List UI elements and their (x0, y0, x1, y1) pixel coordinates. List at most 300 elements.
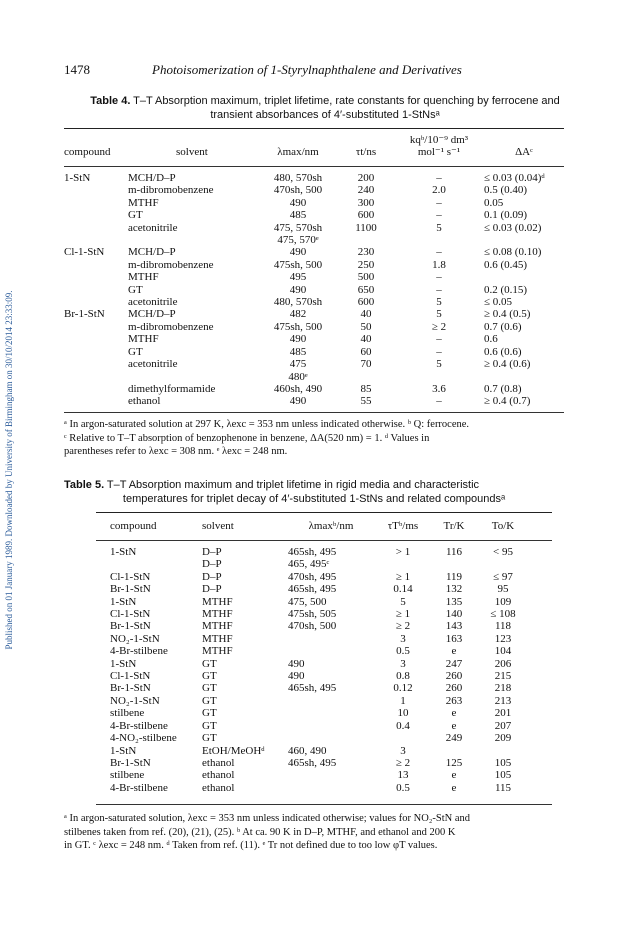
table-cell: ≥ 0.4 (0.7) (484, 395, 531, 408)
table-cell: MTHF (202, 595, 233, 608)
table-row (110, 757, 530, 769)
table-cell: e (451, 707, 457, 720)
table-cell: 5 (436, 358, 442, 371)
table4-body (64, 172, 564, 408)
t4-head-tau: τt/ns (355, 146, 377, 159)
table-cell: MTHF (128, 196, 159, 209)
table-cell: stilbene (110, 769, 145, 782)
table-cell: 0.6 (0.6) (484, 345, 522, 358)
table-cell: 104 (494, 645, 512, 658)
table-cell: 1.8 (432, 258, 446, 271)
table-row (64, 209, 564, 221)
table-cell: 490 (289, 246, 307, 259)
table-cell (64, 371, 128, 383)
table-cell: MTHF (128, 271, 159, 284)
table-row (64, 383, 564, 395)
table-cell (64, 197, 128, 209)
table-row (64, 197, 564, 209)
table-cell: 13 (397, 769, 409, 782)
table-cell: Br-1-StN (110, 682, 151, 695)
table-cell: 0.4 (396, 719, 410, 732)
table-cell: – (436, 333, 442, 346)
table-cell (64, 296, 128, 308)
table-cell: 0.6 (484, 333, 498, 346)
table-cell: 1-StN (110, 595, 137, 608)
table-cell: 460sh, 490 (273, 382, 323, 395)
t5-head-Tr: Tr/K (443, 520, 465, 532)
table-cell: 95 (497, 583, 509, 596)
table4-caption-line2: transient absorbances of 4′-substituted 1-StNsᵃ (210, 109, 440, 121)
table-cell: – (436, 209, 442, 222)
table4-header-rule (64, 166, 564, 167)
t4-head-lmax: λmax/nm (277, 146, 319, 159)
table-cell: ≥ 0.4 (0.6) (484, 358, 531, 371)
table-cell: Cl-1-StN (64, 246, 105, 259)
table5-footnotes (64, 812, 564, 853)
table-cell: 207 (494, 719, 512, 732)
table-cell: 70 (360, 358, 372, 371)
table-cell: 119 (445, 570, 463, 583)
table-cell: MTHF (128, 333, 159, 346)
table-cell: 250 (357, 258, 375, 271)
table-row (64, 358, 564, 370)
table-cell (64, 259, 128, 271)
table-row (110, 633, 530, 645)
table-cell (64, 321, 128, 333)
table5-top-rule (96, 512, 552, 513)
table-cell: 475sh, 500 (273, 320, 323, 333)
table-row (110, 745, 530, 757)
table-cell: 5 (436, 308, 442, 321)
t5-head-solvent: solvent (202, 520, 234, 532)
table-cell: 4-Br-stilbene (110, 645, 168, 658)
table-cell: m-dibromobenzene (128, 320, 214, 333)
table-cell (110, 558, 202, 570)
table-cell: ≥ 1 (395, 570, 411, 583)
table-row (110, 596, 530, 608)
table-cell: D–P (202, 570, 222, 583)
table-cell: 465sh, 495 (288, 546, 337, 558)
t4-footnote-2: ᶜ Relative to T–T absorption of benzophenone in benzene, ΔA(520 nm) = 1. ᵈ Values in (64, 432, 430, 444)
table-cell: stilbene (110, 707, 145, 720)
table-cell: MCH/D–P (128, 246, 176, 259)
table-cell: ≤ 0.05 (484, 296, 513, 309)
table-cell (64, 284, 128, 296)
table-cell: – (436, 246, 442, 259)
table-cell: ≤ 0.03 (0.04)ᵈ (484, 172, 545, 184)
t4-head-dA: ΔAᶜ (515, 146, 533, 159)
table-cell (394, 371, 484, 383)
table-row (64, 308, 564, 320)
table-cell: ethanol (202, 756, 235, 769)
table-cell: 300 (357, 196, 375, 209)
table-cell: 1 (400, 694, 406, 707)
table-cell: 240 (357, 184, 375, 197)
table-cell (64, 395, 128, 407)
table-cell: 490 (289, 196, 307, 209)
table-cell: 263 (445, 694, 463, 707)
table5-label: Table 5. (64, 479, 105, 491)
table-cell (64, 358, 128, 370)
table-cell: 260 (445, 670, 463, 683)
table-cell: 105 (494, 769, 512, 782)
table-row (110, 782, 530, 794)
table-cell: 5 (436, 296, 442, 309)
table-cell: 465sh, 495 (288, 583, 337, 596)
table-row (110, 608, 530, 620)
table-row (110, 670, 530, 682)
table-cell (288, 732, 374, 744)
table-cell: 5 (436, 221, 442, 234)
table-row (64, 296, 564, 308)
table-row (110, 732, 530, 744)
t5-footnote-3: in GT. ᶜ λexc = 248 nm. ᵈ Taken from ref. (11). ᵉ Tr not defined due to too low φT values. (64, 840, 438, 851)
table-cell: 475, 500 (288, 595, 327, 608)
table-cell: Cl-1-StN (110, 608, 151, 621)
table-row (64, 222, 564, 234)
table-cell: 495 (289, 271, 307, 284)
table-cell (288, 782, 374, 794)
table-cell: 485 (289, 209, 307, 222)
table-cell: 115 (494, 781, 512, 794)
table-cell: 209 (494, 732, 512, 745)
table-cell: ≤ 108 (490, 608, 516, 621)
table-cell (64, 346, 128, 358)
table-cell: 123 (494, 632, 512, 645)
table-cell (288, 707, 374, 719)
table-cell: 490 (288, 657, 305, 670)
table-cell (64, 234, 128, 246)
table-cell: e (451, 645, 457, 658)
table-row (110, 583, 530, 595)
table-cell: 50 (360, 320, 372, 333)
table-cell: ≤ 0.08 (0.10) (484, 246, 542, 259)
table5-caption-line2: temperatures for triplet decay of 4′-substituted 1-StNs and related compoundsᵃ (122, 493, 506, 505)
table-cell: – (436, 345, 442, 358)
table-cell: 470sh, 495 (288, 570, 337, 583)
table-cell (288, 645, 374, 657)
table-cell: MTHF (202, 620, 233, 633)
table-cell (394, 234, 484, 246)
table-row (110, 645, 530, 657)
table-cell: 85 (360, 382, 372, 395)
table5-caption (64, 478, 564, 506)
table-cell: GT (202, 657, 217, 670)
table4-caption (40, 94, 610, 122)
table4-footnotes (64, 418, 564, 459)
table-cell: Cl-1-StN (110, 570, 151, 583)
table-cell (288, 769, 374, 781)
table-cell: ≤ 97 (493, 570, 513, 583)
page-number: 1478 (64, 62, 90, 77)
table4-top-rule (64, 128, 564, 129)
table-cell (374, 732, 432, 744)
table-cell: 0.8 (396, 670, 410, 683)
table-cell: ≥ 0.4 (0.5) (484, 308, 531, 321)
table-cell: MCH/D–P (128, 172, 176, 184)
table-row (110, 571, 530, 583)
table-cell: 0.12 (393, 682, 413, 695)
table-cell: < 95 (493, 546, 513, 558)
table-cell: Cl-1-StN (110, 670, 151, 683)
table-cell: ≥ 2 (431, 320, 447, 333)
table-cell: 40 (360, 333, 372, 346)
table5-body (110, 546, 530, 794)
table-row (64, 333, 564, 345)
table-cell: – (436, 172, 442, 184)
table-cell (64, 184, 128, 196)
table-cell: 0.5 (0.40) (484, 184, 528, 197)
page-header (64, 62, 594, 80)
table-cell: 215 (494, 670, 512, 683)
t5-head-lmax: λmaxᵇ/nm (308, 520, 354, 532)
table-cell: 3.6 (432, 382, 446, 395)
table-cell: 4-NO₂-stilbene (110, 732, 177, 745)
table-cell (338, 234, 394, 246)
table-cell: GT (202, 694, 217, 707)
table-cell: m-dibromobenzene (128, 184, 214, 197)
table-cell: 485 (289, 345, 307, 358)
table-cell: 475 (289, 358, 307, 371)
table-cell: 465, 495ᶜ (288, 558, 330, 571)
t4-footnote-1: ᵃ In argon-saturated solution at 297 K, λexc = 353 nm unless indicated otherwise. ᵇ Q: ferrocene. (64, 419, 470, 430)
side-note-text: Published on 01 January 1989. Downloaded by University of Birmingham on 30/10/2014 23:33:09. (4, 290, 14, 650)
table-row (110, 695, 530, 707)
table-cell: 249 (445, 732, 463, 745)
table-cell: 475sh, 505 (288, 608, 337, 621)
table-row (110, 620, 530, 632)
table-cell: D–P (202, 546, 222, 558)
table-cell: MTHF (202, 645, 233, 658)
table-cell (64, 209, 128, 221)
table-cell: 105 (494, 756, 512, 769)
table-cell: – (436, 271, 442, 284)
table-cell: GT (128, 209, 143, 222)
table-cell: 475sh, 500 (273, 258, 323, 271)
table-cell: 482 (289, 308, 307, 321)
table-cell: GT (202, 670, 217, 683)
table-cell: 230 (357, 246, 375, 259)
table-cell: 475, 570sh (273, 221, 323, 234)
table-row (64, 259, 564, 271)
table-cell: GT (202, 732, 217, 745)
table-cell: 0.1 (0.09) (484, 209, 528, 222)
table-cell: 470sh, 500 (288, 620, 337, 633)
table-cell: ≤ 0.03 (0.02) (484, 221, 542, 234)
table-cell: 475, 570ᵉ (277, 234, 319, 247)
table-cell: 200 (357, 172, 375, 184)
table-cell: 260 (445, 682, 463, 695)
table-cell: 3 (400, 632, 406, 645)
table-row (64, 346, 564, 358)
table5-bottom-rule (96, 804, 552, 805)
table-cell: 1-StN (110, 744, 137, 757)
table-cell: 1100 (355, 221, 377, 234)
download-side-note (2, 150, 16, 790)
table-cell: D–P (202, 583, 222, 596)
table-cell: Br-1-StN (110, 620, 151, 633)
table-cell: dimethylformamide (128, 382, 216, 395)
table4-bottom-rule (64, 412, 564, 413)
table-cell: 465sh, 495 (288, 682, 337, 695)
table-cell: 0.5 (396, 645, 410, 658)
table-cell: 0.2 (0.15) (484, 283, 528, 296)
table-cell: 4-Br-stilbene (110, 719, 168, 732)
table-row (64, 371, 564, 383)
table-cell: 490 (289, 395, 307, 408)
table-cell: 5 (400, 595, 406, 608)
table-cell: 206 (494, 657, 512, 670)
table-cell (288, 633, 374, 645)
table-cell: ≥ 2 (395, 756, 411, 769)
table-cell: e (451, 781, 457, 794)
table-row (64, 284, 564, 296)
table-cell: ethanol (128, 395, 161, 408)
table-cell: MCH/D–P (128, 308, 176, 321)
table-cell: e (451, 719, 457, 732)
table-cell: 140 (445, 608, 463, 621)
table-row (110, 769, 530, 781)
table-row (110, 558, 530, 570)
table-cell (432, 558, 476, 570)
t4-head-compound: compound (64, 146, 111, 159)
table-cell (484, 371, 564, 383)
table-cell (374, 558, 432, 570)
table-cell: GT (202, 707, 217, 720)
table-row (64, 271, 564, 283)
table-row (110, 720, 530, 732)
table5-header-rule (96, 540, 552, 541)
table-cell: 3 (400, 657, 406, 670)
table-cell: > 1 (395, 546, 411, 558)
table-cell: m-dibromobenzene (128, 258, 214, 271)
table-cell: 465sh, 495 (288, 756, 337, 769)
table-cell: 143 (445, 620, 463, 633)
table-cell: 40 (360, 308, 372, 321)
table-cell: Br-1-StN (64, 308, 105, 321)
t4-head-kq-1: kqᵇ/10⁻⁹ dm³ (409, 134, 469, 146)
table-cell (484, 271, 564, 283)
table-cell: 125 (445, 756, 463, 769)
table-cell (484, 234, 564, 246)
table-cell (64, 271, 128, 283)
table-cell: 0.05 (484, 196, 504, 209)
table-cell: ≥ 1 (395, 608, 411, 621)
table-cell: Br-1-StN (110, 583, 151, 596)
table-row (64, 321, 564, 333)
table-cell (476, 558, 530, 570)
table-cell (128, 371, 258, 383)
table-row (110, 707, 530, 719)
table-cell: 0.5 (396, 781, 410, 794)
table-cell (64, 222, 128, 234)
table-row (64, 234, 564, 246)
table4-header (64, 134, 564, 159)
t4-footnote-3: parentheses refer to λexc = 308 nm. ᵉ λexc = 248 nm. (64, 446, 288, 457)
table-cell: EtOH/MeOHᵈ (202, 744, 265, 757)
table-row (110, 682, 530, 694)
table-cell: 0.7 (0.6) (484, 320, 522, 333)
table4-label: Table 4. (90, 95, 131, 107)
table-cell: MTHF (202, 632, 233, 645)
table-cell: 60 (360, 345, 372, 358)
t5-footnote-2: stilbenes taken from ref. (20), (21), (25). ᵇ At ca. 90 K in D–P, MTHF, and ethanol and 200 K (64, 826, 456, 838)
table-cell: 480, 570sh (273, 172, 323, 184)
table4-caption-line1: T–T Absorption maximum, triplet lifetime, rate constants for quenching by ferrocene and (133, 95, 560, 107)
table-cell: 213 (494, 694, 512, 707)
t5-footnote-1: ᵃ In argon-saturated solution, λexc = 353 nm unless indicated otherwise; values for NO₂-StN and (64, 813, 471, 824)
table-cell (64, 333, 128, 345)
table-cell: Br-1-StN (110, 756, 151, 769)
table-cell: 460, 490 (288, 744, 327, 757)
table-cell: 55 (360, 395, 372, 408)
table-cell: 480, 570sh (273, 296, 323, 309)
table-cell: D–P (202, 558, 222, 571)
table-cell: 135 (445, 595, 463, 608)
table-cell: GT (128, 283, 143, 296)
table-cell: acetonitrile (128, 358, 178, 371)
table-cell: ethanol (202, 769, 235, 782)
table-row (64, 172, 564, 184)
table-cell: ≥ 2 (395, 620, 411, 633)
table-cell: 163 (445, 632, 463, 645)
t4-head-kq-2: mol⁻¹ s⁻¹ (417, 146, 461, 159)
table-cell (432, 745, 476, 757)
table-cell: NO₂-1-StN (110, 694, 160, 707)
table-cell: 600 (357, 209, 375, 222)
table-cell: 109 (494, 595, 512, 608)
table-cell: NO₂-1-StN (110, 632, 160, 645)
table-cell: 0.7 (0.8) (484, 382, 522, 395)
table-row (64, 184, 564, 196)
table-cell (128, 234, 258, 246)
table-cell: 1-StN (110, 546, 137, 558)
table-cell: – (436, 196, 442, 209)
table-row (64, 395, 564, 407)
table-row (110, 658, 530, 670)
table-cell: 1-StN (110, 657, 137, 670)
table-cell: e (451, 769, 457, 782)
table-cell: 480ᵉ (288, 370, 308, 383)
table-cell: 4-Br-stilbene (110, 781, 168, 794)
table-cell: 490 (288, 670, 305, 683)
table-cell: 10 (397, 707, 409, 720)
table-cell: acetonitrile (128, 221, 178, 234)
t5-head-compound: compound (110, 520, 157, 532)
table-cell: 247 (445, 657, 463, 670)
table-cell (288, 720, 374, 732)
table-cell: 600 (357, 296, 375, 309)
table-cell (338, 371, 394, 383)
table-cell (64, 383, 128, 395)
table-row (110, 546, 530, 558)
table-cell: 116 (445, 546, 463, 558)
t5-head-tau: τTᵇ/ms (387, 520, 419, 532)
table-cell: 118 (494, 620, 512, 633)
table5-header (110, 520, 530, 532)
table-cell: 0.6 (0.45) (484, 258, 528, 271)
table-cell: 132 (445, 583, 463, 596)
table-cell: 0.14 (393, 583, 413, 596)
table-cell: 500 (357, 271, 375, 284)
table-cell: 218 (494, 682, 512, 695)
table-cell: 3 (400, 744, 406, 757)
table-cell: acetonitrile (128, 296, 178, 309)
table-row (64, 246, 564, 258)
table5-caption-line1: T–T Absorption maximum and triplet lifetime in rigid media and characteristic (106, 479, 480, 491)
table-cell: – (436, 283, 442, 296)
table-cell: 490 (289, 333, 307, 346)
